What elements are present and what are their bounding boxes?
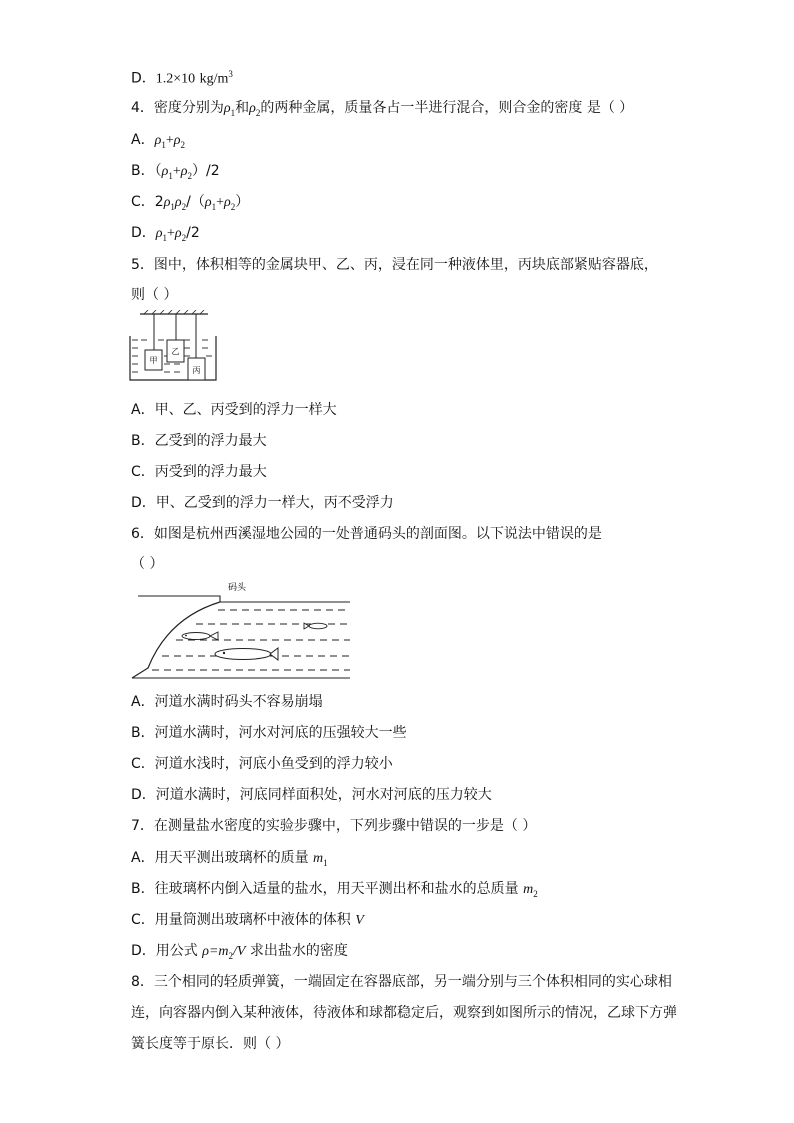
q3-option-d xyxy=(131,64,233,90)
subscript: 1 xyxy=(211,201,217,212)
q5-container-figure xyxy=(128,310,220,382)
q4-stem xyxy=(131,98,633,123)
subscript: 1 xyxy=(230,107,236,118)
q7-stem: 7．在测量盐水密度的实验步骤中，下列步骤中错误的一步是（ ） xyxy=(131,818,537,834)
option-text: D．用公式 xyxy=(131,943,203,959)
subscript: 2 xyxy=(228,950,234,961)
pier-top xyxy=(138,596,220,602)
q4-option-b xyxy=(131,161,220,186)
rho-symbol: ρ xyxy=(155,226,163,241)
option-suffix: ）/2 xyxy=(191,163,220,179)
plus-sign: + xyxy=(165,133,174,148)
mass-variable: m xyxy=(523,882,534,897)
mass-variable: m xyxy=(313,851,324,866)
option-prefix: C．2 xyxy=(131,194,164,210)
rho-symbol: ρ xyxy=(249,101,256,116)
density-unit: kg/m xyxy=(199,71,229,87)
unit-exponent: 3 xyxy=(228,69,233,79)
option-text: B．往玻璃杯内倒入适量的盐水，用天平测出杯和盐水的总质量 xyxy=(131,881,524,897)
density-coefficient: 1.2×10 xyxy=(155,71,196,87)
q7-option-a xyxy=(131,848,328,873)
option-mid: /（ xyxy=(186,194,205,210)
option-text: 求出盐水的密度 xyxy=(245,943,348,959)
subscript: 2 xyxy=(533,888,538,899)
q6-stem-line1: 6．如图是杭州西溪湿地公园的一处普通码头的剖面图。以下说法中错误的是 xyxy=(131,526,602,542)
q5-stem-line1: 5．图中，体积相等的金属块甲、乙、丙，浸在同一种液体里，丙块底部紧贴容器底， xyxy=(131,257,658,273)
subscript: 2 xyxy=(181,201,187,212)
water-lines xyxy=(152,610,350,670)
q5-stem-line2: 则（ ） xyxy=(131,287,178,303)
rho-symbol: ρ xyxy=(223,101,231,116)
q4-and: 和 xyxy=(235,100,250,116)
subscript: 1 xyxy=(323,857,328,868)
rho-symbol: ρ xyxy=(154,133,162,148)
fish-icon xyxy=(215,648,278,660)
option-text: C．用量筒测出玻璃杯中液体的体积 xyxy=(131,912,356,928)
label-jia: 甲 xyxy=(149,356,158,365)
q7-option-d xyxy=(131,941,348,966)
rho-symbol: ρ xyxy=(173,133,181,148)
plus-sign: + xyxy=(167,226,175,241)
volume-variable: V xyxy=(355,913,364,928)
option-prefix: D． xyxy=(131,225,156,241)
option-text: A．用天平测出玻璃杯的质量 xyxy=(131,850,314,866)
q5-option-a: A．甲、乙、丙受到的浮力一样大 xyxy=(131,402,337,418)
option-suffix: ） xyxy=(235,194,250,210)
q6-option-b: B．河道水满时，河水对河底的压强较大一些 xyxy=(131,725,407,741)
subscript: 1 xyxy=(161,139,166,150)
q5-option-d: D．甲、乙受到的浮力一样大，丙不受浮力 xyxy=(131,495,394,511)
rho-symbol: ρ xyxy=(161,164,169,179)
subscript: 1 xyxy=(162,232,168,243)
q8-stem-line1: 8．三个相同的轻质弹簧，一端固定在容器底部，另一端分别与三个体积相同的实心球相 xyxy=(131,974,672,990)
formula: ρ=m xyxy=(202,944,229,959)
support-hatching xyxy=(144,310,204,314)
q5-option-c: C．丙受到的浮力最大 xyxy=(131,464,267,480)
plus-sign: + xyxy=(172,164,181,179)
rho-symbol: ρ xyxy=(204,195,212,210)
subscript: 2 xyxy=(255,107,261,118)
q4-option-d xyxy=(131,223,200,248)
q6-option-a: A．河道水满时码头不容易崩塌 xyxy=(131,694,323,710)
plus-sign: + xyxy=(216,195,225,210)
subscript: 2 xyxy=(187,170,192,181)
q7-option-b xyxy=(131,879,538,904)
q4-option-a xyxy=(131,130,185,155)
pier-label: 码头 xyxy=(228,583,247,593)
label-bing: 丙 xyxy=(192,366,201,375)
rho-symbol: ρ xyxy=(224,195,231,210)
q5-option-b: B．乙受到的浮力最大 xyxy=(131,433,267,449)
subscript: 2 xyxy=(230,201,236,212)
option-prefix: D． xyxy=(131,70,156,87)
q6-option-c: C．河道水浅时，河底小鱼受到的浮力较小 xyxy=(131,756,393,772)
fish-icon xyxy=(182,632,218,640)
q4-option-c xyxy=(131,192,249,217)
q8-stem-line3: 簧长度等于原长．则（ ） xyxy=(131,1036,290,1052)
subscript: 2 xyxy=(181,232,187,243)
rho-symbol: ρ xyxy=(180,164,188,179)
rho-symbol: ρ xyxy=(163,195,171,210)
rho-symbol: ρ xyxy=(174,195,182,210)
q8-stem-line2: 连，向容器内倒入某种液体，待液体和球都稳定后，观察到如图所示的情况，乙球下方弹 xyxy=(131,1005,677,1021)
label-yi: 乙 xyxy=(171,347,180,356)
option-suffix: /2 xyxy=(186,225,200,241)
subscript: 1 xyxy=(170,201,175,212)
formula: /V xyxy=(233,944,246,959)
q4-stem-text: 的两种金属，质量各占一半进行混合，则合金的密度 是（ ） xyxy=(260,100,634,116)
q6-pier-figure xyxy=(128,578,354,682)
subscript: 2 xyxy=(180,139,185,150)
subscript: 1 xyxy=(168,170,173,181)
q7-option-c xyxy=(131,910,364,931)
rho-symbol: ρ xyxy=(174,226,182,241)
option-prefix: B．（ xyxy=(131,163,162,179)
q6-option-d: D．河道水满时，河底同样面积处，河水对河底的压力较大 xyxy=(131,787,492,803)
q6-stem-line2: （ ） xyxy=(131,556,164,572)
q4-stem-text: 4．密度分别为 xyxy=(131,100,224,116)
option-prefix: A． xyxy=(131,132,155,148)
